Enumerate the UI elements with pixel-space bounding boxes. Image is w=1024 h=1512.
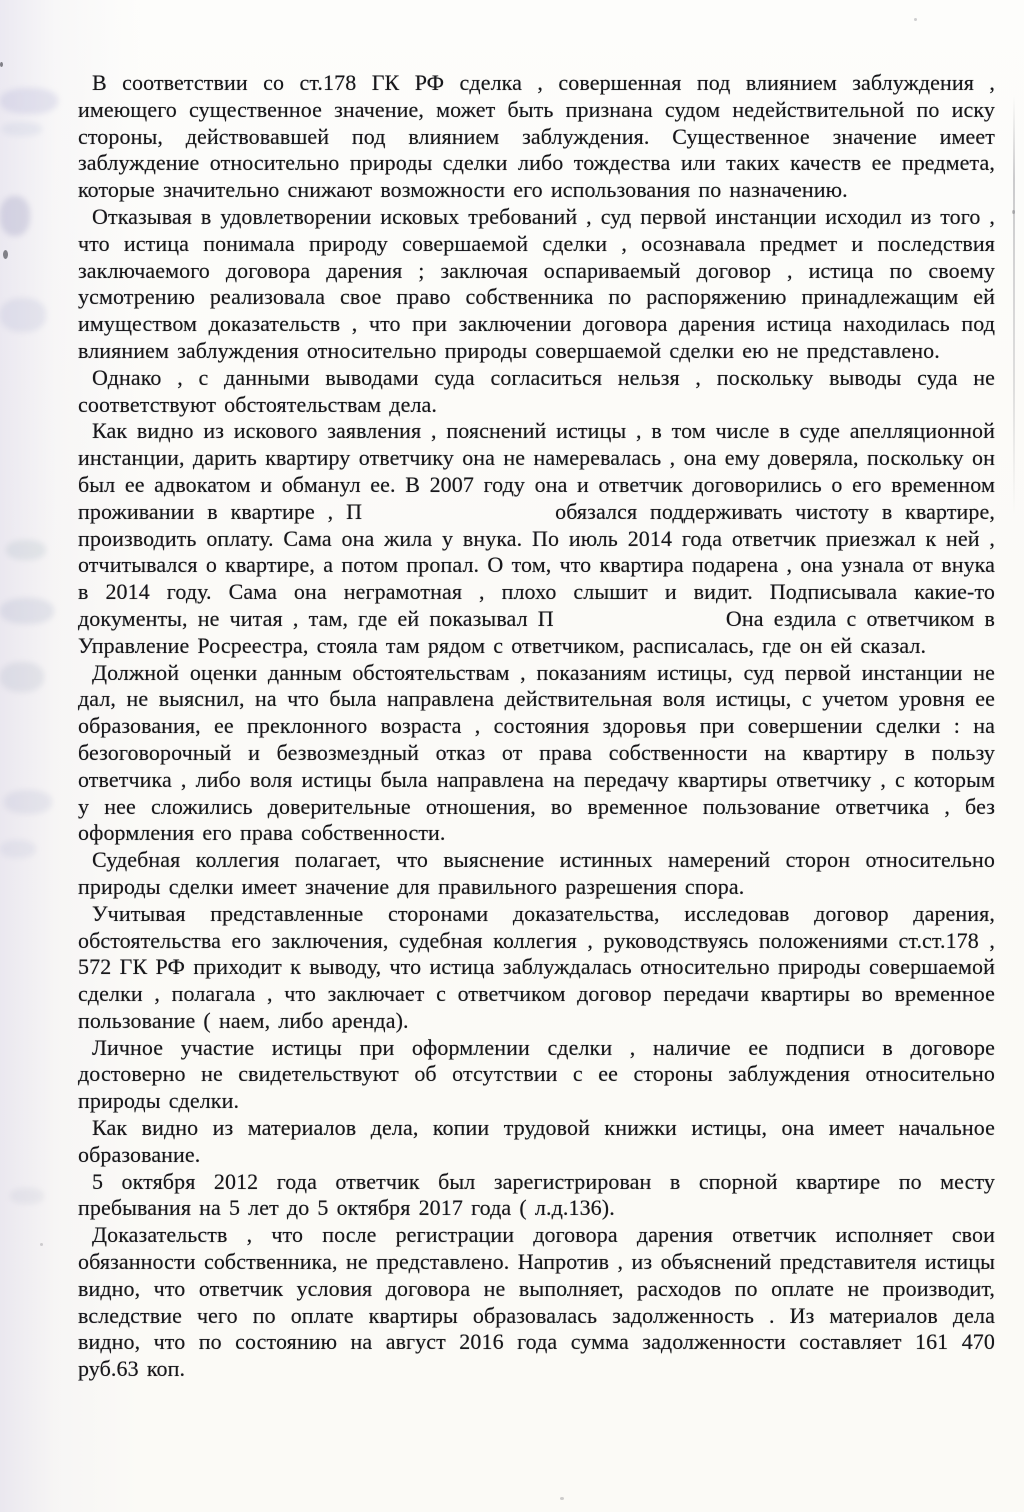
scan-speckle (560, 1497, 564, 1500)
paragraph-personal-participation: Личное участие истицы при оформлении сделки , наличие ее подписи в договоре достоверно не свидетельствуют об отсутствии с ее стороны заблуждения относительно природы сделки. (78, 1034, 995, 1114)
bleedthrough-mark (0, 196, 30, 236)
paragraph-collegium-conclusion: Учитывая представленные сторонами доказательства, исследовав договор дарения, обстоятельства его заключения, судебная коллегия , руководствуясь положениями ст.ст.178 , 572 ГК РФ приходит к выводу, что истица заблуждалась относительно природы совершаемой сделки , полагала , что заключает с ответчиком договор передачи квартиры во временное пользование ( наем, либо аренда). (78, 900, 995, 1033)
scan-speckle (1012, 210, 1015, 214)
scan-speckle (0, 62, 3, 67)
paragraph-debt: Доказательств , что после регистрации договора дарения ответчик исполняет свои обязанности собственника, не представлено. Напротив , из объяснений представителя истицы видно, что ответчик условия договора не выполняет, расходов по оплате не производит, вследствие чего по оплате квартиры образовалась задолженность . Из материалов дела видно, что по состоянию на август 2016 года сумма задолженности составляет 161 470 руб.63 коп. (78, 1222, 995, 1382)
paragraph-first-instance-ruling: Отказывая в удовлетворении исковых требований , суд первой инстанции исходил из того , что истица понимала природу совершаемой сделки , осознавала предмет и последствия заключаемого договора дарения ; заключая оспариваемый договор , истица по своему усмотрению реализовала свое право собственника по распоряжению принадлежащим ей имуществом доказательств , что при заключении договора дарения истица находилась под влиянием заблуждения относительно природы совершаемой сделки ею не представлено. (78, 203, 995, 363)
paragraph-plaintiff-statement: Как видно из искового заявления , пояснений истицы , в том числе в суде апелляционной инстанции, дарить квартиру ответчику она не намеревалась , она ему доверяла, поскольку он был ее адвокатом и обманул ее. В 2007 году она и ответчик договорились о его временном проживании в квартире , П обязался поддерживать чистоту в квартире, производить оплату. Сама она жила у внука. По июль 2014 года ответчик приезжал к ней , отчитывался о квартире, а потом пропал. О том, что квартира подарена , она узнала от внука в 2014 году. Сама она неграмотная , плохо слышит и видит. Подписывала какие-то документы, не читая , там, где ей показывал П Она ездила с ответчиком в Управление Росреестра, стояла там рядом с ответчиком, расписалась, где он ей сказал. (78, 418, 995, 658)
bleedthrough-mark (2, 122, 42, 136)
bleedthrough-mark (0, 840, 36, 858)
bleedthrough-mark (0, 88, 58, 114)
bleedthrough-mark (0, 298, 46, 332)
scan-speckle (914, 18, 917, 21)
document-text (78, 70, 995, 1383)
bleedthrough-mark (10, 1188, 44, 1204)
paragraph-disagreement: Однако , с данными выводами суда согласиться нельзя , поскольку выводы суда не соответствуют обстоятельствам дела. (78, 364, 995, 417)
paragraph-education: Как видно из материалов дела, копии трудовой книжки истицы, она имеет начальное образование. (78, 1115, 995, 1167)
bleedthrough-mark (6, 540, 46, 560)
paragraph-assessment-missing: Должной оценки данным обстоятельствам , показаниям истицы, суд первой инстанции не дал, не выяснил, на что была направлена действительная воля истицы, с учетом уровня ее образования, ее преклонного возраста , состояния здоровья при совершении сделки : на безоговорочный и безвозмездный отказ от права собственности на квартиру в пользу ответчика , либо воля истицы была направлена на передачу квартиры ответчику , с которым у нее сложились доверительные отношения, во временное пользование ответчика , без оформления его права собственности. (78, 659, 995, 846)
scan-speckle (40, 1243, 43, 1246)
bleedthrough-mark (0, 598, 54, 624)
bleedthrough-mark (4, 790, 52, 814)
paragraph-collegium-opinion: Судебная коллегия полагает, что выяснение истинных намерений сторон относительно природы сделки имеет значение для правильного разрешения спора. (78, 847, 995, 899)
bleedthrough-mark (0, 662, 44, 692)
scan-line-artifact (1013, 95, 1015, 515)
paragraph-registration: 5 октября 2012 года ответчик был зарегистрирован в спорной квартире по месту пребывания на 5 лет до 5 октября 2017 года ( л.д.136). (78, 1168, 995, 1221)
scan-speckle (3, 250, 8, 259)
paragraph-law-article-178: В соответствии со ст.178 ГК РФ сделка , совершенная под влиянием заблуждения , имеющего существенное значение, может быть признана судом недействительной по иску стороны, действовавшей под влиянием заблуждения. Существенное значение имеет заблуждение относительно природы сделки либо тождества или таких качеств ее предмета, которые значительно снижают возможности его использования по назначению. (78, 70, 995, 203)
